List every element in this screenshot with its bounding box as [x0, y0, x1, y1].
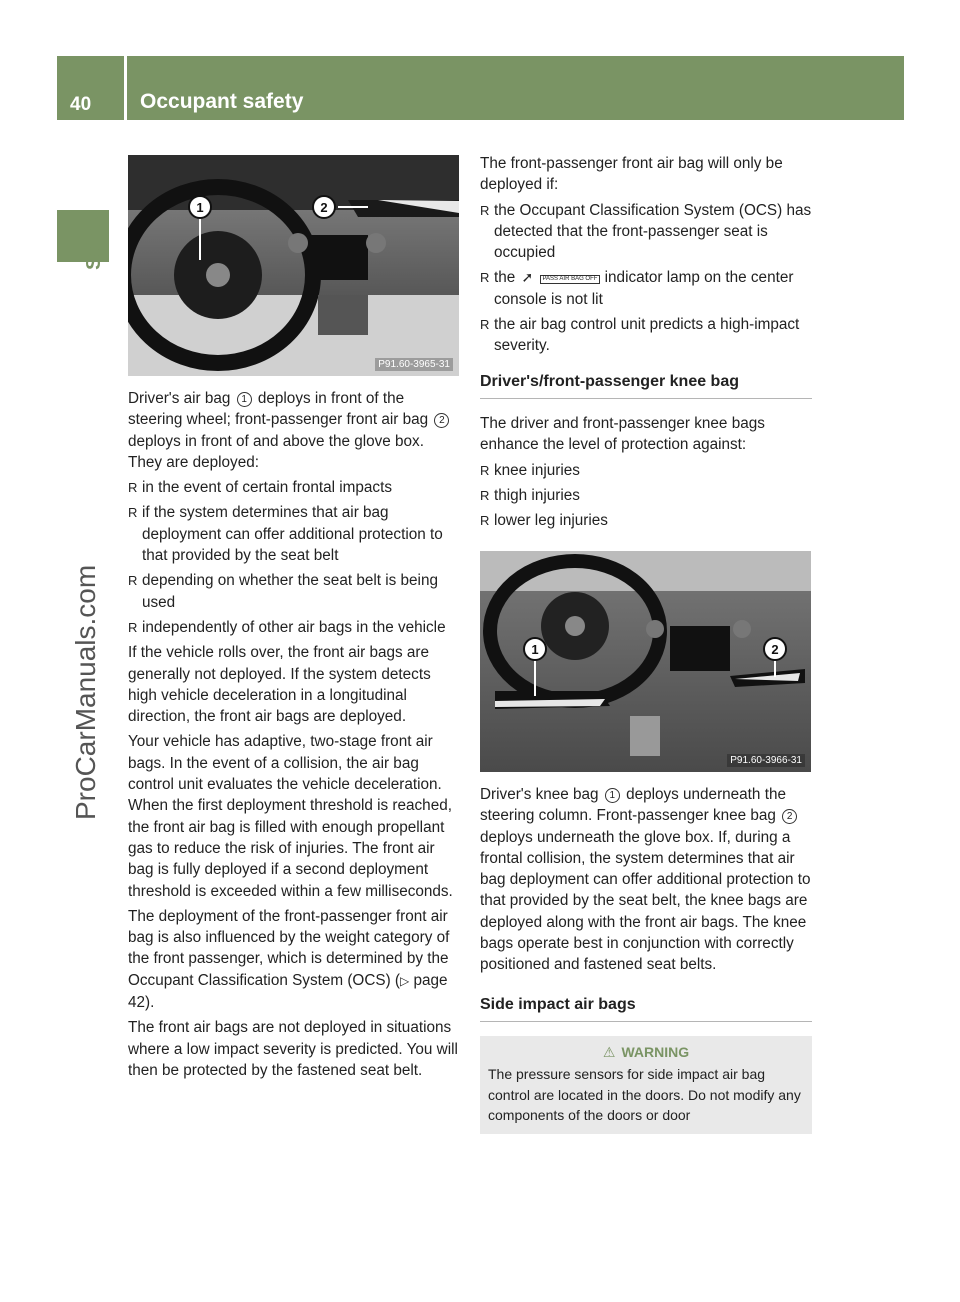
pass-airbag-off-icon: PASS AIR BAG OFF [540, 275, 601, 284]
right-column [480, 153, 812, 535]
callout-2: 2 [771, 642, 779, 657]
page-ref-arrow-icon: ▷ [400, 973, 410, 988]
list-item: R thigh injuries [480, 485, 812, 506]
intro-a: Driver's air bag [128, 390, 231, 407]
list-item: R the Occupant Classification System (OCS) has detected that the front-passenger seat is occupied [480, 200, 812, 264]
figure-code: P91.60-3965-31 [375, 358, 453, 371]
paragraph: The front-passenger front air bag will only be deployed if: [480, 155, 783, 194]
list-item: R depending on whether the seat belt is being used [128, 570, 460, 613]
knee-bag-paragraph: Driver's knee bag 1 deploys underneath the steering column. Front-passenger knee bag 2 deploys underneath the glove box. If, during a frontal collision, the system determines that air bag deployment can offer additional protection to that provided by the seat belt, the knee bags are deployed along with the front air bags. The knee bags operate best in conjunction with correctly positioned and fastened seat belts. [480, 786, 811, 974]
deploy-bullet-list [128, 477, 460, 638]
warning-text: The pressure sensors for side impact air bag control are located in the doors. Do not modify any components of the doors or door [488, 1066, 801, 1124]
callout-1: 1 [196, 200, 204, 215]
intro-b: deploys in front of the steering wheel; front-passenger front air bag [128, 390, 429, 429]
paragraph: The driver and front-passenger knee bags enhance the level of protection against: [480, 414, 765, 454]
condition-bullet-list [480, 200, 812, 357]
callout-ref-2: 2 [782, 809, 797, 824]
list-item: R if the system determines that air bag deployment can offer additional protection to that provided by the seat belt [128, 502, 460, 566]
list-item: R independently of other air bags in the vehicle [128, 617, 460, 638]
figure-front-airbags [128, 155, 459, 376]
list-item: R knee injuries [480, 460, 812, 481]
knee-bullet-list [480, 460, 812, 532]
paragraph [128, 906, 460, 1013]
callout-ref-1: 1 [605, 788, 620, 803]
warning-triangle-icon: ⚠ [602, 1043, 616, 1060]
paragraph: If the vehicle rolls over, the front air bags are generally not deployed. If the system detects high vehicle deceleration in a longitudinal direction, the front air bags are deployed. [128, 644, 431, 726]
sidebar-label: Safety [83, 210, 105, 271]
paragraph: Your vehicle has adaptive, two-stage front air bags. In the event of a collision, the air bag control unit evaluates the vehicle deceleration. When the first deployment threshold is reached, the front air bag is filled with enough propellant gas to reduce the risk of injuries. The front air bag is fully deployed if a second deployment threshold is exceeded within a few milliseconds. [128, 733, 453, 900]
list-item: R the air bag control unit predicts a high-impact severity. [480, 314, 812, 357]
passenger-seat-icon: ➚ [521, 269, 534, 286]
figure-knee-bags [480, 551, 811, 772]
para3-text: The deployment of the front-passenger front air bag is also influenced by the weight category of the front passenger, which is determined by the Occupant Classification System (OCS) ( [128, 907, 450, 989]
dashboard-image [128, 155, 459, 376]
page-ref-link[interactable]: page 42). [128, 971, 448, 1012]
paragraph: The front air bags are not deployed in situations where a low impact severity is predicted. You will then be protected by the fastened seat belt. [128, 1019, 458, 1079]
watermark: ProCarManuals.com [70, 564, 101, 820]
knee-bag-heading: Driver's/front-passenger knee bag [480, 371, 812, 399]
figure-code: P91.60-3966-31 [727, 754, 805, 767]
side-impact-heading: Side impact air bags [480, 994, 812, 1022]
right-column-lower [480, 784, 812, 1134]
list-item: R lower leg injuries [480, 510, 812, 531]
intro-c: deploys in front of and above the glove box. They are deployed: [128, 432, 424, 471]
list-item: R in the event of certain frontal impacts [128, 477, 460, 498]
warning-title: ⚠ WARNING [488, 1042, 804, 1063]
page-number: 40 [70, 94, 92, 115]
section-title: Occupant safety [140, 90, 304, 113]
knee-bag-image [480, 551, 811, 772]
callout-1: 1 [531, 642, 539, 657]
warning-box [480, 1036, 812, 1134]
left-column [128, 388, 460, 1085]
intro-paragraph [128, 388, 460, 473]
callout-ref-1: 1 [237, 392, 252, 407]
header-separator [124, 56, 127, 120]
list-item: R the ➚ PASS AIR BAG OFF indicator lamp on the center console is not lit [480, 267, 812, 310]
callout-ref-2: 2 [434, 413, 449, 428]
callout-2: 2 [320, 200, 328, 215]
